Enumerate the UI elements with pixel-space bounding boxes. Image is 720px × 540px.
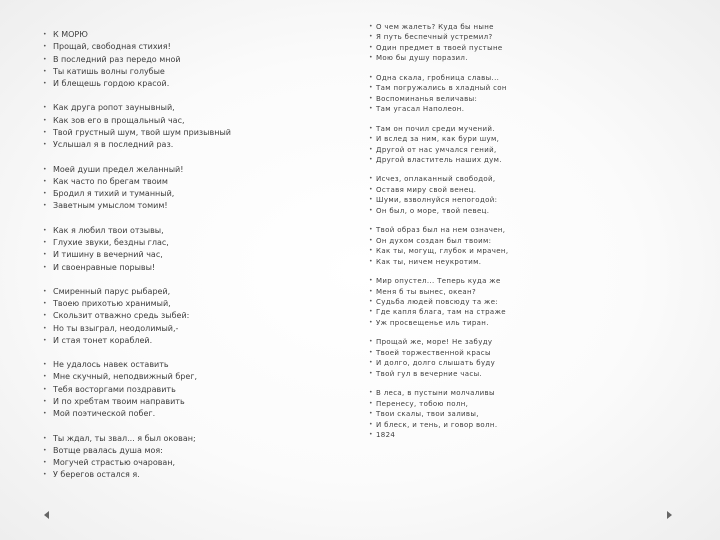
poem-line: • И долго, долго слышать буду xyxy=(369,358,699,368)
nav-prev-icon[interactable] xyxy=(42,510,52,520)
poem-line: • Ты ждал, ты звал... я был окован; xyxy=(43,433,333,445)
poem-line: • Перенесу, тобою полн, xyxy=(369,399,699,409)
poem-line: • Тебя восторгами поздравить xyxy=(43,384,333,396)
poem-line: • Ты катишь волны голубые xyxy=(43,66,333,78)
poem-line: • Как ты, ничем неукротим. xyxy=(369,257,699,267)
poem-line: • Шуми, взволнуйся непогодой: xyxy=(369,195,699,205)
poem-line: • Мир опустел... Теперь куда же xyxy=(369,276,699,286)
poem-line: • И вслед за ним, как бури шум, xyxy=(369,134,699,144)
poem-line: • Бродил я тихий и туманный, xyxy=(43,188,333,200)
poem-line: • Один предмет в твоей пустыне xyxy=(369,43,699,53)
poem-line: • О чем жалеть? Куда бы ныне xyxy=(369,22,699,32)
poem-line: • Как я любил твои отзывы, xyxy=(43,225,333,237)
poem-line: • Где капля блага, там на страже xyxy=(369,307,699,317)
poem-line: • Мой поэтической побег. xyxy=(43,408,333,420)
poem-line: • Судьба людей повсюду та же: xyxy=(369,297,699,307)
poem-line: • Вотще рвалась душа моя: xyxy=(43,445,333,457)
poem-line: • Как друга ропот заунывный, xyxy=(43,102,333,114)
poem-line: • Заветным умыслом томим! xyxy=(43,200,333,212)
poem-line: • Там погружались в хладный сон xyxy=(369,83,699,93)
poem-line: • Услышал я в последний раз. xyxy=(43,139,333,151)
poem-line: • Воспоминанья величавы: xyxy=(369,94,699,104)
poem-line: • Но ты взыграл, неодолимый,- xyxy=(43,323,333,335)
poem-line: • Мою бы душу поразил. xyxy=(369,53,699,63)
poem-line: • Прощай, свободная стихия! xyxy=(43,41,333,53)
poem-line: • Уж просвещенье иль тиран. xyxy=(369,318,699,328)
poem-line: • 1824 xyxy=(369,430,699,440)
poem-line: • И тишину в вечерний час, xyxy=(43,249,333,261)
poem-line: • Не удалось навек оставить xyxy=(43,359,333,371)
poem-line: • Одна скала, гробница славы... xyxy=(369,73,699,83)
poem-column-left xyxy=(43,29,333,482)
poem-line: • Другой властитель наших дум. xyxy=(369,155,699,165)
poem-line: • К МОРЮ xyxy=(43,29,333,41)
poem-line: • Другой от нас умчался гений, xyxy=(369,145,699,155)
poem-column-right xyxy=(369,22,699,440)
poem-line: • В леса, в пустыни молчаливы xyxy=(369,388,699,398)
poem-line: • Исчез, оплаканный свободой, xyxy=(369,174,699,184)
poem-line: • Прощай же, море! Не забуду xyxy=(369,337,699,347)
poem-line: • И блеск, и тень, и говор волн. xyxy=(369,420,699,430)
poem-line: • Как зов его в прощальный час, xyxy=(43,115,333,127)
poem-line: • И стая тонет кораблей. xyxy=(43,335,333,347)
poem-line: • Твоею прихотью хранимый, xyxy=(43,298,333,310)
poem-line: • Моей души предел желанный! xyxy=(43,164,333,176)
poem-line: • Он был, о море, твой певец. xyxy=(369,206,699,216)
poem-line: • Как часто по брегам твоим xyxy=(43,176,333,188)
poem-line: • Я путь беспечный устремил? xyxy=(369,32,699,42)
poem-line: • Он духом создан был твоим: xyxy=(369,236,699,246)
poem-line: • Твои скалы, твои заливы, xyxy=(369,409,699,419)
poem-line: • Могучей страстью очарован, xyxy=(43,457,333,469)
poem-line: • И по хребтам твоим направить xyxy=(43,396,333,408)
poem-line: • Твой грустный шум, твой шум призывный xyxy=(43,127,333,139)
nav-next-icon[interactable] xyxy=(664,510,674,520)
poem-line: • Глухие звуки, бездны глас, xyxy=(43,237,333,249)
poem-line: • У берегов остался я. xyxy=(43,469,333,481)
poem-line: • Там он почил среди мучений. xyxy=(369,124,699,134)
poem-line: • И блещешь гордою красой. xyxy=(43,78,333,90)
poem-line: • Мне скучный, неподвижный брег, xyxy=(43,371,333,383)
poem-line: • Меня б ты вынес, океан? xyxy=(369,287,699,297)
poem-line: • И своенравные порывы! xyxy=(43,262,333,274)
poem-line: • В последний раз передо мной xyxy=(43,54,333,66)
poem-line: • Твоей торжественной красы xyxy=(369,348,699,358)
poem-line: • Оставя миру свой венец. xyxy=(369,185,699,195)
poem-line: • Там угасал Наполеон. xyxy=(369,104,699,114)
poem-line: • Как ты, могущ, глубок и мрачен, xyxy=(369,246,699,256)
poem-line: • Скользит отважно средь зыбей: xyxy=(43,310,333,322)
poem-line: • Смиренный парус рыбарей, xyxy=(43,286,333,298)
poem-line: • Твой гул в вечерние часы. xyxy=(369,369,699,379)
poem-line: • Твой образ был на нем означен, xyxy=(369,225,699,235)
